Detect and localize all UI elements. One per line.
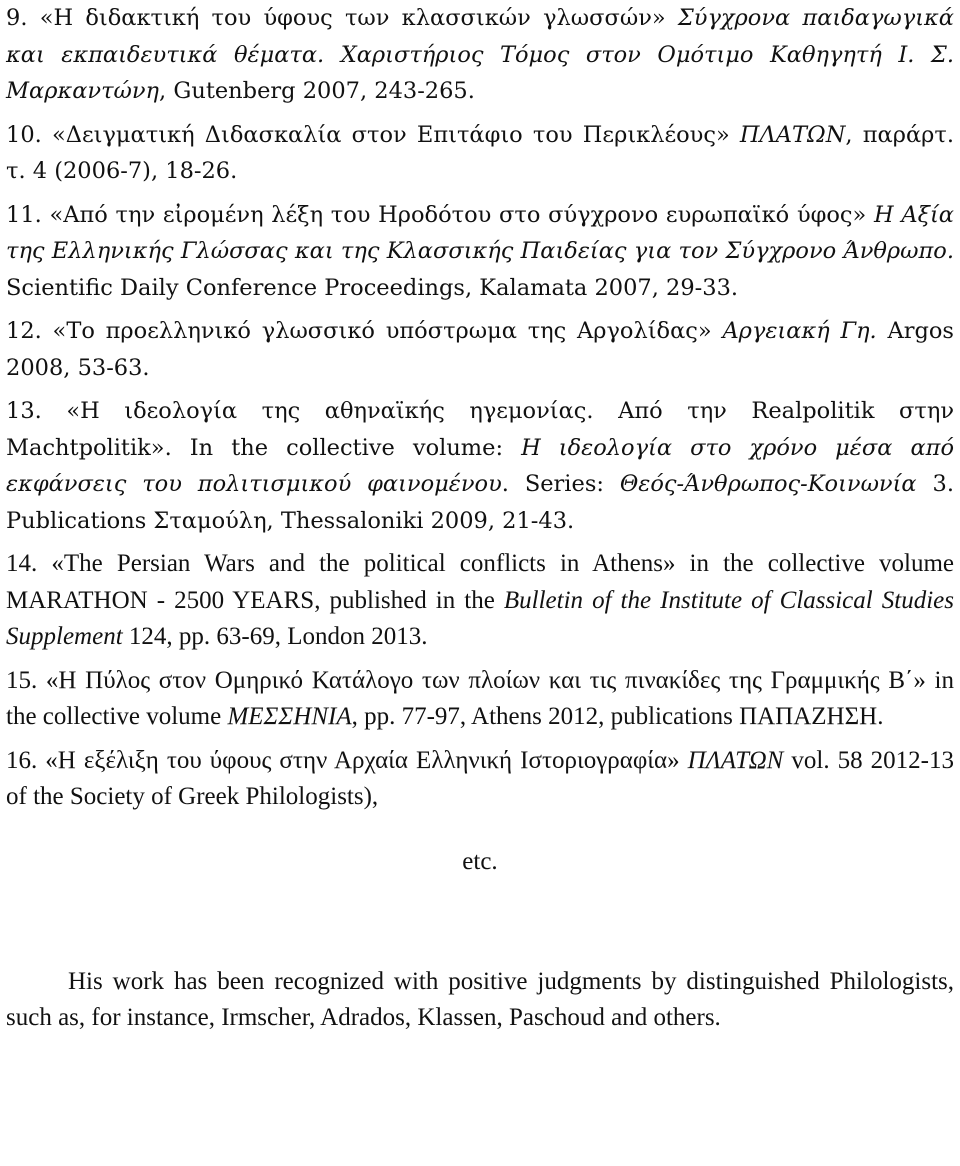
publication-entry-16 <box>6 743 954 816</box>
entry-title: Σύγχρονα παιδαγωγικά και εκπαιδευτικά θέματα. Χαριστήριος Τόμος στον Ομότιμο Καθηγητή Ι. Σ. Μαρκαντώνη <box>6 5 954 104</box>
entry-title: Αργειακή Γη. <box>722 318 877 344</box>
publication-entry-12 <box>6 313 954 386</box>
publication-entry-13 <box>6 393 954 539</box>
publication-entry-10 <box>6 117 954 190</box>
entry-text: 16. «Η εξέλιξη του ύφους στην Αρχαία Ελληνική Ιστοριογραφία» <box>6 746 688 774</box>
closing-paragraph: His work has been recognized with positive judgments by distinguished Philologists, such as, for instance, Irmscher, Adrados, Klassen, Paschoud and others. <box>6 967 954 1031</box>
entry-text: , Gutenberg 2007, 243-265. <box>159 78 475 104</box>
entry-series: Θεός-Άνθρωπος-Κοινωνία <box>619 471 917 497</box>
entry-title: ΠΛΑΤΩΝ <box>687 746 784 774</box>
entry-title: ΜΕΣΣΗΝΙΑ <box>227 703 352 730</box>
entry-title: Η Αξία της Ελληνικής Γλώσσας και της Κλασσικής Παιδείας για τον Σύγχρονο Άνθρωπο. <box>6 201 954 264</box>
entry-text: . Series: <box>501 471 620 497</box>
entry-title: ΠΛΑΤΩΝ <box>739 121 846 148</box>
entry-text: Argos 2008, 53-63. <box>6 318 954 381</box>
entry-text: , pp. 77-97, Athens 2012, publications ΠΑΠΑΖΗΣΗ. <box>351 703 884 730</box>
entry-text: 9. «Η διδακτική του ύφους των κλασσικών γλωσσών» <box>6 5 678 31</box>
publication-entry-11 <box>6 197 954 307</box>
entry-text: Scientific Daily Conference Proceedings, Kalamata 2007, 29-33. <box>6 274 739 301</box>
entry-text: 14. «The Persian Wars and the political conflicts in Athens» in the collective volume MARATHON - 2500 YEARS, published in the <box>6 550 954 614</box>
publication-entry-15 <box>6 663 954 736</box>
entry-text: vol. 58 2012-13 of the Society of Greek Philologists), <box>6 746 954 810</box>
entry-text: 12. «Το προελληνικό γλωσσικό υπόστρωμα της Αργολίδας» <box>6 318 723 344</box>
etc-text: etc. <box>462 847 498 875</box>
entry-text: , παράρτ. τ. 4 (2006-7), 18-26. <box>6 121 954 184</box>
publication-entry-14 <box>6 546 954 656</box>
entry-text: 15. «Η Πύλος στον Ομηρικό Κατάλογο των πλοίων και τις πινακίδες της Γραμμικής Β΄» in the collective volume <box>6 666 954 730</box>
entry-text: 124, pp. 63-69, London 2013. <box>122 623 428 650</box>
entry-title: Bulletin of the Institute of Classical Studies Supplement <box>6 586 954 650</box>
entry-text: 13. «Η ιδεολογία της αθηναϊκής ηγεμονίας. Από την Realpolitik στην Machtpolitik». In the collective volume: <box>6 398 954 461</box>
entry-text: 3. Publications Σταμούλη, Thessaloniki 2009, 21-43. <box>6 471 954 534</box>
publication-entry-9 <box>6 0 954 110</box>
entry-title: Η ιδεολογία στο χρόνο μέσα από εκφάνσεις του πολιτισμικού φαινομένου <box>6 434 955 497</box>
entry-text: 10. «Δειγματική Διδασκαλία στον Επιτάφιο του Περικλέους» <box>6 121 740 148</box>
entry-text: 11. «Από την εἰρομένη λέξη του Ηροδότου στο σύγχρονο ευρωπαϊκό ύφος» <box>6 201 874 228</box>
